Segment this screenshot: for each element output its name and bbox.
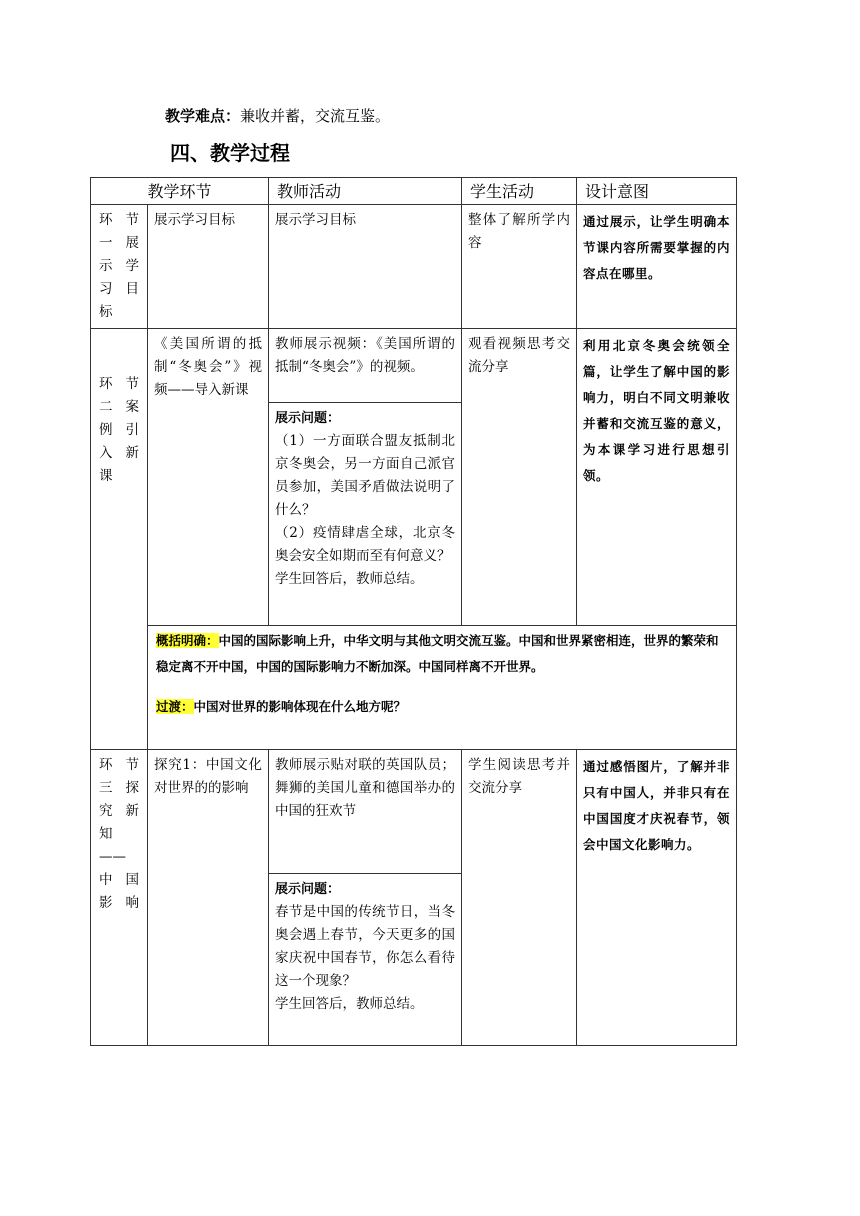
sub-cell: 探究1：中国文化对世界的的影响 bbox=[148, 750, 269, 1046]
question-title: 展示问题： bbox=[275, 411, 341, 426]
header-student: 学生活动 bbox=[462, 178, 577, 205]
design-cell: 通过感悟图片，了解并非只有中国人，并非只有在中国国度才庆祝春节，领会中国文化影响力。 bbox=[577, 750, 737, 1046]
stage-cell: 环节二案例引入新课 bbox=[91, 329, 148, 750]
stage-cell: 环节一展示学习目标 bbox=[91, 205, 148, 329]
summary-label: 概括明确： bbox=[156, 633, 219, 648]
summary-text: 中国的国际影响上升，中华文明与其他文明交流互鉴。中国和世界紧密相连，世界的繁荣和稳定离不开中国，中国的国际影响力不断加深。中国同样离不开世界。 bbox=[156, 633, 719, 674]
table-row bbox=[91, 750, 737, 874]
difficulty-label: 教学难点： bbox=[165, 107, 241, 125]
header-teacher: 教师活动 bbox=[269, 178, 462, 205]
question-title: 展示问题： bbox=[275, 882, 341, 897]
sub-cell: 展示学习目标 bbox=[148, 205, 269, 329]
table-row bbox=[91, 626, 737, 750]
header-stage: 教学环节 bbox=[91, 178, 269, 205]
transition-text: 中国对世界的影响体现在什么地方呢？ bbox=[193, 699, 407, 714]
question-cell bbox=[269, 874, 462, 1046]
teacher-cell: 展示学习目标 bbox=[269, 205, 462, 329]
teacher-cell: 教师展示贴对联的英国队员；舞狮的美国儿童和德国举办的中国的狂欢节 bbox=[269, 750, 462, 874]
question-1: 春节是中国的传统节日，当冬奥会遇上春节，今天更多的国家庆祝中国春节，你怎么看待这一个现象？ bbox=[275, 904, 456, 989]
question-cell bbox=[269, 403, 462, 626]
student-cell: 观看视频思考交流分享 bbox=[462, 329, 577, 626]
question-end: 学生回答后，教师总结。 bbox=[275, 996, 424, 1012]
design-cell: 利用北京冬奥会统领全篇，让学生了解中国的影响力，明白不同文明兼收并蓄和交流互鉴的意义，为本课学习进行思想引领。 bbox=[577, 329, 737, 626]
transition-label: 过渡： bbox=[156, 699, 194, 714]
summary bbox=[156, 628, 728, 680]
question-end: 学生回答后，教师总结。 bbox=[275, 571, 424, 587]
difficulty-text: 兼收并蓄，交流互鉴。 bbox=[240, 107, 391, 125]
question-1: （1）一方面联合盟友抵制北京冬奥会，另一方面自己派官员参加，美国矛盾做法说明了什么？ bbox=[275, 433, 456, 518]
table-row bbox=[91, 205, 737, 329]
teaching-difficulty bbox=[165, 104, 390, 128]
table-header-row bbox=[91, 178, 737, 205]
stage-cell: 环节三探究新知——中国影响 bbox=[91, 750, 148, 1046]
teaching-process-table bbox=[90, 177, 737, 1046]
table-row bbox=[91, 329, 737, 403]
design-cell: 通过展示，让学生明确本节课内容所需要掌握的内容点在哪里。 bbox=[577, 205, 737, 329]
summary-cell bbox=[148, 626, 737, 750]
sub-cell: 《美国所谓的抵制“冬奥会”》视频——导入新课 bbox=[148, 329, 269, 626]
teacher-cell: 教师展示视频：《美国所谓的抵制“冬奥会”》的视频。 bbox=[269, 329, 462, 403]
student-cell: 学生阅读思考并交流分享 bbox=[462, 750, 577, 1046]
student-cell: 整体了解所学内容 bbox=[462, 205, 577, 329]
section-title: 四、教学过程 bbox=[170, 141, 290, 165]
transition bbox=[156, 694, 728, 720]
question-2: （2）疫情肆虐全球，北京冬奥会安全如期而至有何意义？ bbox=[275, 525, 456, 564]
header-design: 设计意图 bbox=[577, 178, 737, 205]
